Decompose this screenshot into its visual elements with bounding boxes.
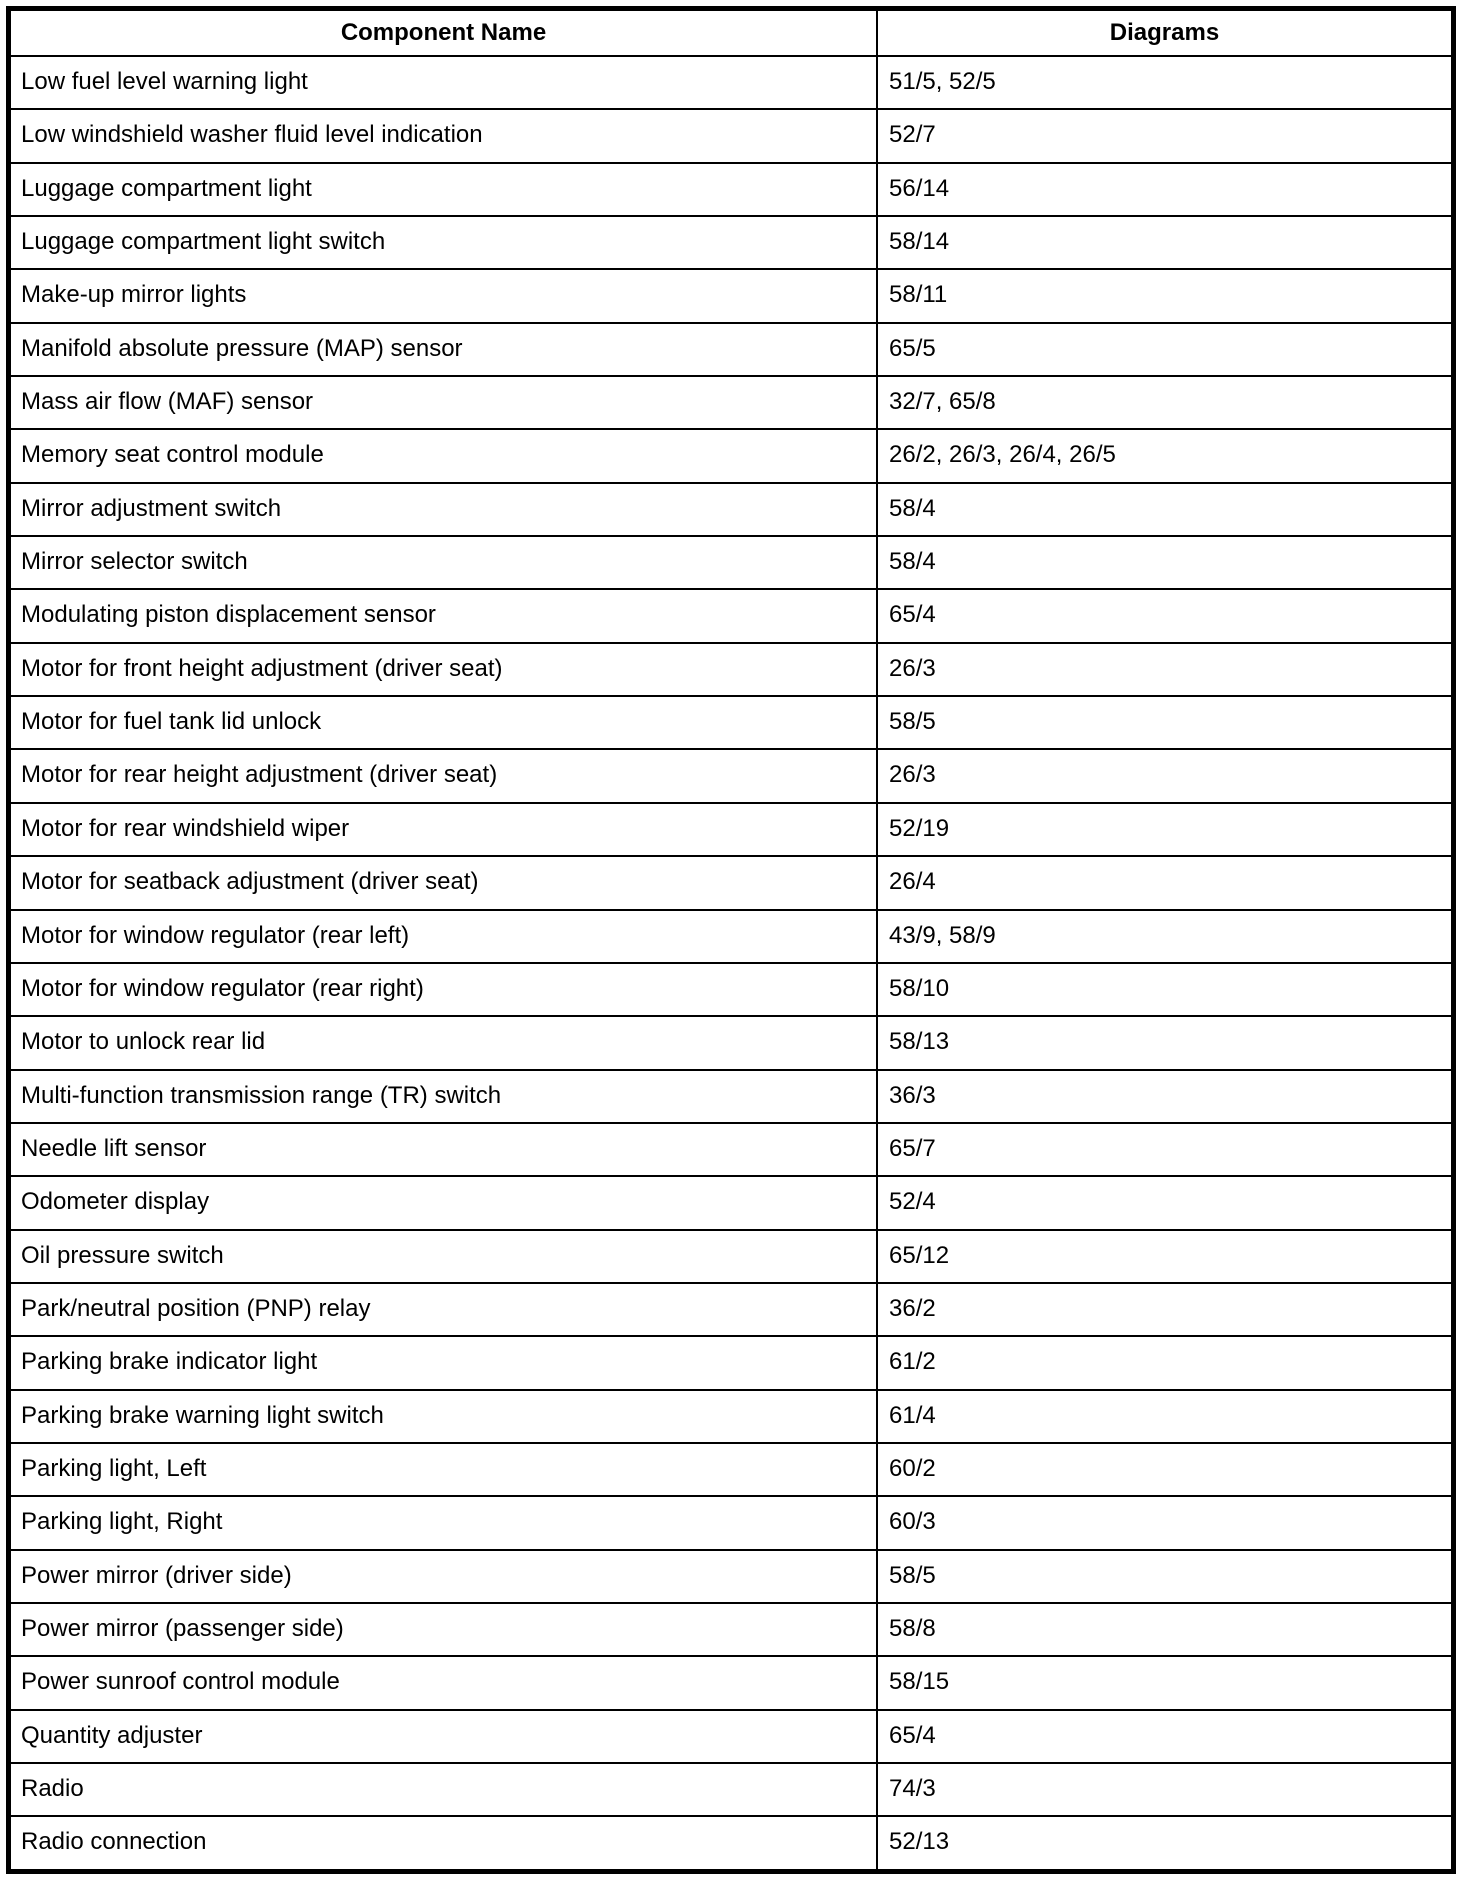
- diagrams-cell: 58/15: [877, 1656, 1452, 1709]
- table-row: [10, 1443, 1452, 1496]
- component-name-cell: Motor to unlock rear lid: [10, 1016, 877, 1069]
- table-row: [10, 429, 1452, 482]
- table-row: [10, 910, 1452, 963]
- diagrams-cell: 43/9, 58/9: [877, 910, 1452, 963]
- component-name-cell: Radio: [10, 1763, 877, 1816]
- component-name-cell: Multi-function transmission range (TR) switch: [10, 1070, 877, 1123]
- table-row: [10, 1763, 1452, 1816]
- diagrams-cell: 60/3: [877, 1496, 1452, 1549]
- component-name-cell: Low windshield washer fluid level indication: [10, 109, 877, 162]
- table-row: [10, 376, 1452, 429]
- table-header-row: [10, 10, 1452, 56]
- table-row: [10, 483, 1452, 536]
- table-row: [10, 56, 1452, 109]
- diagrams-cell: 58/4: [877, 536, 1452, 589]
- component-name-cell: Motor for rear height adjustment (driver seat): [10, 749, 877, 802]
- table-row: [10, 1816, 1452, 1870]
- table-row: [10, 963, 1452, 1016]
- table-row: [10, 163, 1452, 216]
- table-row: [10, 749, 1452, 802]
- diagrams-cell: 65/5: [877, 323, 1452, 376]
- component-name-cell: Mirror adjustment switch: [10, 483, 877, 536]
- table-row: [10, 856, 1452, 909]
- component-name-cell: Manifold absolute pressure (MAP) sensor: [10, 323, 877, 376]
- table-body: [10, 56, 1452, 1870]
- table-row: [10, 1603, 1452, 1656]
- component-name-cell: Radio connection: [10, 1816, 877, 1870]
- component-name-cell: Power sunroof control module: [10, 1656, 877, 1709]
- component-name-cell: Parking light, Right: [10, 1496, 877, 1549]
- diagrams-cell: 58/5: [877, 696, 1452, 749]
- component-name-cell: Power mirror (driver side): [10, 1550, 877, 1603]
- header-component-name: Component Name: [10, 10, 877, 56]
- diagrams-cell: 58/11: [877, 269, 1452, 322]
- component-name-cell: Low fuel level warning light: [10, 56, 877, 109]
- component-name-cell: Quantity adjuster: [10, 1710, 877, 1763]
- component-name-cell: Motor for seatback adjustment (driver seat): [10, 856, 877, 909]
- diagrams-cell: 26/2, 26/3, 26/4, 26/5: [877, 429, 1452, 482]
- component-name-cell: Parking brake warning light switch: [10, 1390, 877, 1443]
- component-name-cell: Parking light, Left: [10, 1443, 877, 1496]
- component-name-cell: Memory seat control module: [10, 429, 877, 482]
- diagrams-cell: 56/14: [877, 163, 1452, 216]
- table-row: [10, 803, 1452, 856]
- diagrams-cell: 58/10: [877, 963, 1452, 1016]
- table-row: [10, 1656, 1452, 1709]
- diagrams-cell: 36/2: [877, 1283, 1452, 1336]
- table-row: [10, 1070, 1452, 1123]
- diagrams-cell: 26/4: [877, 856, 1452, 909]
- diagrams-cell: 65/12: [877, 1230, 1452, 1283]
- component-name-cell: Mass air flow (MAF) sensor: [10, 376, 877, 429]
- diagrams-cell: 52/19: [877, 803, 1452, 856]
- component-name-cell: Motor for rear windshield wiper: [10, 803, 877, 856]
- component-name-cell: Odometer display: [10, 1176, 877, 1229]
- diagrams-cell: 26/3: [877, 749, 1452, 802]
- table-row: [10, 323, 1452, 376]
- table-row: [10, 1336, 1452, 1389]
- diagrams-cell: 26/3: [877, 643, 1452, 696]
- table-row: [10, 536, 1452, 589]
- diagrams-cell: 58/13: [877, 1016, 1452, 1069]
- component-name-cell: Parking brake indicator light: [10, 1336, 877, 1389]
- component-name-cell: Motor for fuel tank lid unlock: [10, 696, 877, 749]
- component-name-cell: Make-up mirror lights: [10, 269, 877, 322]
- header-diagrams: Diagrams: [877, 10, 1452, 56]
- table-row: [10, 1230, 1452, 1283]
- table-row: [10, 1123, 1452, 1176]
- diagrams-cell: 52/4: [877, 1176, 1452, 1229]
- component-name-cell: Motor for front height adjustment (driver seat): [10, 643, 877, 696]
- component-name-cell: Luggage compartment light: [10, 163, 877, 216]
- component-name-cell: Power mirror (passenger side): [10, 1603, 877, 1656]
- diagrams-cell: 32/7, 65/8: [877, 376, 1452, 429]
- table-row: [10, 1016, 1452, 1069]
- component-name-cell: Park/neutral position (PNP) relay: [10, 1283, 877, 1336]
- diagrams-cell: 58/8: [877, 1603, 1452, 1656]
- diagrams-cell: 58/5: [877, 1550, 1452, 1603]
- table-row: [10, 1710, 1452, 1763]
- component-name-cell: Needle lift sensor: [10, 1123, 877, 1176]
- diagrams-cell: 74/3: [877, 1763, 1452, 1816]
- diagrams-cell: 58/14: [877, 216, 1452, 269]
- table-row: [10, 1176, 1452, 1229]
- diagrams-cell: 61/2: [877, 1336, 1452, 1389]
- component-name-cell: Luggage compartment light switch: [10, 216, 877, 269]
- table-row: [10, 589, 1452, 642]
- component-name-cell: Motor for window regulator (rear right): [10, 963, 877, 1016]
- diagrams-cell: 36/3: [877, 1070, 1452, 1123]
- table-row: [10, 696, 1452, 749]
- component-diagram-table-container: [6, 6, 1456, 1874]
- table-row: [10, 216, 1452, 269]
- diagrams-cell: 51/5, 52/5: [877, 56, 1452, 109]
- component-diagram-table: [9, 9, 1453, 1871]
- diagrams-cell: 60/2: [877, 1443, 1452, 1496]
- table-row: [10, 1283, 1452, 1336]
- table-row: [10, 269, 1452, 322]
- component-name-cell: Modulating piston displacement sensor: [10, 589, 877, 642]
- diagrams-cell: 65/4: [877, 589, 1452, 642]
- table-row: [10, 643, 1452, 696]
- table-row: [10, 1496, 1452, 1549]
- diagrams-cell: 65/7: [877, 1123, 1452, 1176]
- table-row: [10, 1550, 1452, 1603]
- diagrams-cell: 52/13: [877, 1816, 1452, 1870]
- table-row: [10, 109, 1452, 162]
- component-name-cell: Mirror selector switch: [10, 536, 877, 589]
- diagrams-cell: 65/4: [877, 1710, 1452, 1763]
- component-name-cell: Oil pressure switch: [10, 1230, 877, 1283]
- diagrams-cell: 61/4: [877, 1390, 1452, 1443]
- component-name-cell: Motor for window regulator (rear left): [10, 910, 877, 963]
- diagrams-cell: 52/7: [877, 109, 1452, 162]
- table-row: [10, 1390, 1452, 1443]
- diagrams-cell: 58/4: [877, 483, 1452, 536]
